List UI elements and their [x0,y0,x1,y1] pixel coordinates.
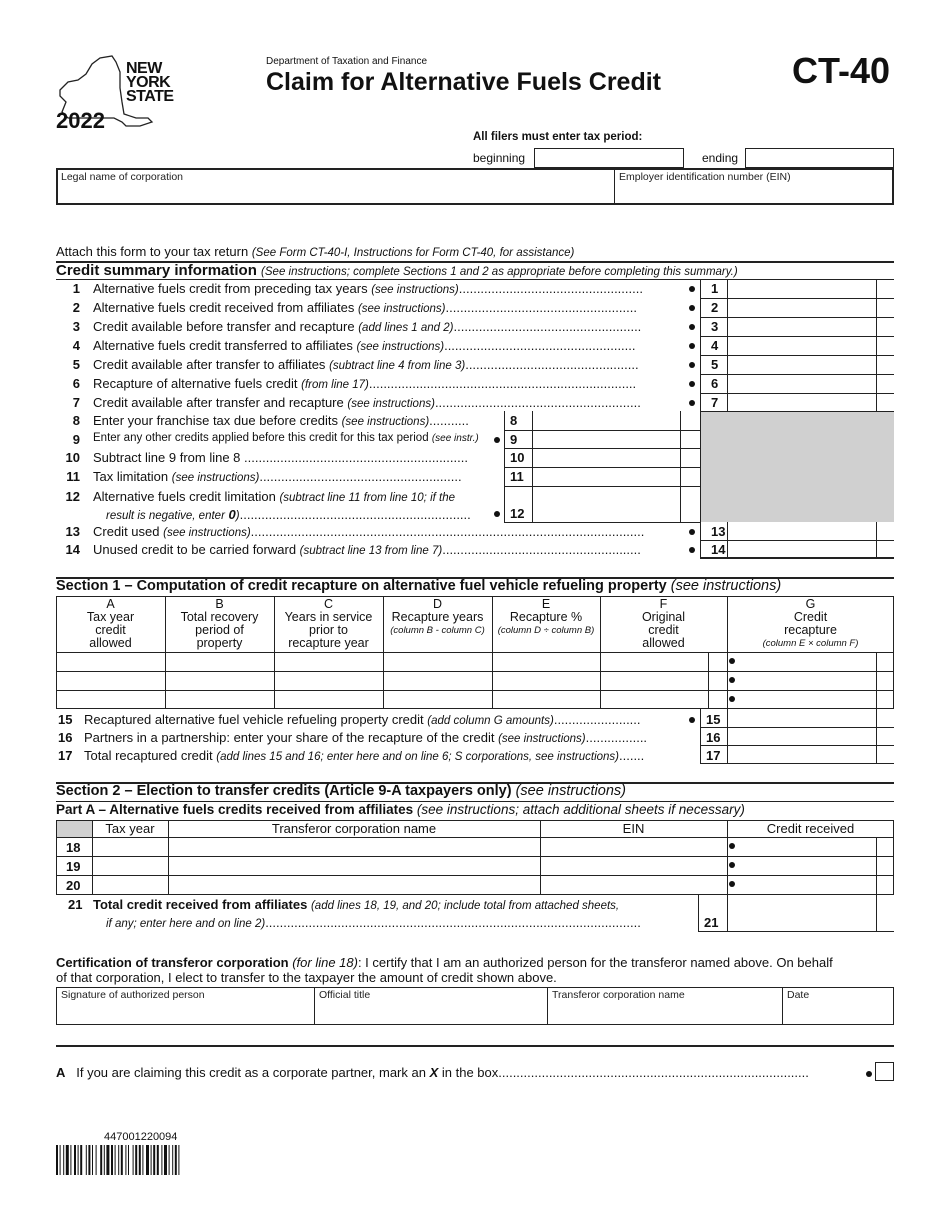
partA-row-20-cell-1[interactable] [93,876,168,893]
section1-row-1-col-b[interactable] [166,653,273,670]
barcode-bar [74,1145,76,1175]
summary-line-12-bullet [494,511,500,517]
section1-row-2-col-b[interactable] [166,672,273,689]
line21-text-cont: if any; enter here and on line 2)........................................................................................................ [106,915,641,930]
barcode-bar [161,1145,162,1175]
summary-box-10-label: 10 [510,450,525,465]
section1-row-1-col-c[interactable] [275,653,382,670]
barcode-bar [169,1145,170,1175]
section1-line-15-amount[interactable] [728,710,875,726]
section1-row-1-col-d[interactable] [384,653,491,670]
section1-row-1-col-e[interactable] [493,653,599,670]
summary-line-12-text-cont: result is negative, enter 0)................................................................ [106,507,471,522]
barcode-bar [151,1145,152,1175]
summary-line-2-text: Alternative fuels credit received from affiliates (see instructions)..................................................... [93,300,637,315]
summary-line-14-number: 14 [65,542,80,557]
section1-line-15-number: 15 [58,712,73,727]
section1-row-3-col-d[interactable] [384,691,491,708]
line21-amount[interactable] [728,896,875,930]
barcode-bar [100,1145,102,1175]
barcode-bar [70,1145,71,1175]
barcode [56,1145,240,1175]
cert-field-1[interactable] [58,1003,312,1023]
barcode-bar [172,1145,173,1175]
summary-line-2-amount[interactable] [728,299,875,317]
barcode-bar [104,1145,105,1175]
cert-field-2[interactable] [316,1003,545,1023]
summary-line-10-amount[interactable] [533,449,679,467]
partA-row-20-cell-2[interactable] [169,876,539,893]
partA-row-20-cell-3[interactable] [541,876,726,893]
summary-title: Credit summary information (See instructions; complete Sections 1 and 2 as appropriate before completing this summary.) [56,262,738,279]
summary-line-5-bullet [689,362,695,368]
section1-row-3-bullet [729,696,735,702]
section1-row-2-col-g[interactable] [737,672,875,689]
summary-line-10-text: Subtract line 9 from line 8 .............................................................. [93,450,468,465]
summary-line-7-amount[interactable] [728,394,875,411]
summary-box-1-label: 1 [711,281,719,296]
summary-line-13-amount[interactable] [728,523,875,540]
department-name: Department of Taxation and Finance [266,56,428,67]
section1-box-16-label: 16 [706,730,721,745]
ny-state-logo-text [126,62,174,104]
summary-line-14-amount[interactable] [728,541,875,557]
section1-row-3-col-f[interactable] [601,691,707,708]
section1-col-b-header: B Total recovery period of property [180,597,259,650]
barcode-bar [142,1145,143,1175]
tax-period-prompt: All filers must enter tax period: [473,131,643,143]
partA-row-18-cell-2[interactable] [169,838,539,855]
summary-line-9-number: 9 [72,432,80,447]
summary-box-7-label: 7 [711,395,719,410]
summary-line-13-number: 13 [65,524,80,539]
section1-line-16-text: Partners in a partnership: enter your share of the recapture of the credit (see instructions)................. [84,730,648,745]
partA-row-19-cell-1[interactable] [93,857,168,874]
summary-box-12-label: 12 [510,506,525,521]
section1-box-15-label: 15 [706,712,721,727]
partA-row-19-cell-3[interactable] [541,857,726,874]
section1-row-1-col-g[interactable] [737,653,875,670]
ending-label: ending [702,151,739,165]
section1-row-1-col-f[interactable] [601,653,707,670]
section1-row-2-col-f[interactable] [601,672,707,689]
summary-line-1-amount[interactable] [728,280,875,298]
summary-line-12-text: Alternative fuels credit limitation (subtract line 11 from line 10; if the [93,489,456,504]
summary-line-10-number: 10 [65,450,80,465]
barcode-bar [66,1145,69,1175]
corporate-partner-checkbox[interactable] [875,1062,894,1081]
barcode-bar [128,1145,129,1175]
section1-line-17-text: Total recaptured credit (add lines 15 and 16; enter here and on line 6; S corporations, see instructions)....... [84,748,645,763]
lineA-bullet [866,1071,872,1077]
partA-col-header-2: Transferor corporation name [271,821,437,836]
section1-row-1-col-a[interactable] [57,653,164,670]
summary-line-7-bullet [689,400,695,406]
barcode-bar [164,1145,167,1175]
summary-line-4-number: 4 [72,338,80,353]
ein-field[interactable] [616,184,892,203]
summary-line-7-number: 7 [72,395,80,410]
cert-field-label-2: Official title [319,989,371,1001]
summary-line-14-text: Unused credit to be carried forward (subtract line 13 from line 7)....................................................... [93,542,641,557]
beginning-date-field[interactable] [534,148,684,168]
section1-line-15-bullet [689,717,695,723]
section1-box-17-label: 17 [706,748,721,763]
summary-line-4-bullet [689,343,695,349]
summary-line-3-text: Credit available before transfer and recapture (add lines 1 and 2).................................................... [93,319,642,334]
logo-york: YORK [126,74,171,91]
barcode-bar [178,1145,179,1175]
line21-box-label: 21 [704,915,719,930]
barcode-bar [139,1145,141,1175]
summary-line-13-text: Credit used (see instructions)............................................................................................................. [93,524,645,539]
summary-line-6-bullet [689,381,695,387]
summary-line-6-amount[interactable] [728,375,875,393]
summary-line-2-bullet [689,305,695,311]
section1-line-16-amount[interactable] [728,728,875,744]
cert-field-3[interactable] [549,1003,780,1023]
section1-row-3-col-g[interactable] [737,691,875,708]
section1-line-17-number: 17 [58,748,73,763]
ending-date-field[interactable] [745,148,894,168]
section1-row-3-col-a[interactable] [57,691,164,708]
summary-line-11-amount[interactable] [533,468,679,486]
summary-box-11-label: 11 [510,469,524,484]
attach-instruction: Attach this form to your tax return (See Form CT-40-I, Instructions for Form CT-40, for assistance) [56,244,575,259]
barcode-bar [115,1145,116,1175]
section1-title: Section 1 – Computation of credit recapture on alternative fuel vehicle refueling property (see instructions) [56,578,782,594]
barcode-bar [78,1145,79,1175]
summary-line-1-bullet [689,286,695,292]
barcode-bar [111,1145,113,1175]
section1-row-2-col-c[interactable] [275,672,382,689]
partA-row-18-bullet [729,843,735,849]
ein-label: Employer identification number (EIN) [619,171,791,183]
barcode-bar [106,1145,109,1175]
barcode-bar [86,1145,87,1175]
barcode-bar [80,1145,82,1175]
summary-box-3-label: 3 [711,319,719,334]
section1-line-17-amount[interactable] [728,746,875,762]
summary-line-11-number: 11 [66,469,80,484]
section2-title: Section 2 – Election to transfer credits (Article 9-A taxpayers only) (see instructions) [56,783,626,799]
section1-row-2-col-a[interactable] [57,672,164,689]
cert-field-4[interactable] [784,1003,892,1023]
summary-line-11-text: Tax limitation (see instructions)........................................................ [93,469,462,484]
logo-state: STATE [126,88,174,105]
summary-line-3-bullet [689,324,695,330]
section1-row-2-col-d[interactable] [384,672,491,689]
summary-line-3-amount[interactable] [728,318,875,336]
summary-box-14-label: 14 [711,542,726,557]
summary-line-8-number: 8 [72,413,80,428]
section1-row-1-bullet [729,658,735,664]
summary-line-12-amount[interactable] [533,487,679,522]
summary-line-6-text: Recapture of alternative fuels credit (from line 17).......................................................................... [93,376,637,391]
summary-line-5-amount[interactable] [728,356,875,374]
summary-line-6-number: 6 [72,376,80,391]
partA-row-20-number: 20 [66,878,81,893]
summary-box-2-label: 2 [711,300,719,315]
summary-line-3-number: 3 [72,319,80,334]
legal-name-field[interactable] [58,184,612,203]
section1-row-3-col-c[interactable] [275,691,382,708]
section1-col-d-header: D Recapture years (column B - column C) [390,597,485,636]
summary-line-9-text: Enter any other credits applied before this credit for this tax period (see instr.) [93,432,479,444]
summary-box-4-label: 4 [711,338,719,353]
partA-title: Part A – Alternative fuels credits received from affiliates (see instructions; attach additional sheets if necessary) [56,802,745,817]
summary-box-13-label: 13 [711,524,726,539]
cert-field-label-3: Transferor corporation name [552,989,685,1001]
legal-name-label: Legal name of corporation [61,171,183,183]
partA-row-19-credit[interactable] [737,857,875,874]
section1-col-a-header: A Tax year credit allowed [86,597,135,650]
partA-col-header-3: EIN [622,821,645,836]
summary-line-4-amount[interactable] [728,337,875,355]
partA-col-header-4: Credit received [766,821,855,836]
barcode-bar [88,1145,90,1175]
summary-line-7-text: Credit available after transfer and recapture (see instructions)......................................................... [93,395,641,410]
summary-line-12-number: 12 [65,489,80,504]
partA-row-19-number: 19 [66,859,81,874]
section1-col-g-header: G Credit recapture (column E × column F) [762,597,859,649]
barcode-bar [135,1145,137,1175]
summary-box-8-label: 8 [510,413,518,428]
barcode-number: 447001220094 [104,1131,178,1143]
summary-line-14-bullet [689,547,695,553]
form-id: CT-40 [792,50,891,91]
summary-line-2-number: 2 [72,300,80,315]
barcode-bar [118,1145,119,1175]
section1-row-2-col-e[interactable] [493,672,599,689]
section1-line-15-text: Recaptured alternative fuel vehicle refueling property credit (add column G amounts)........................ [84,712,641,727]
summary-line-4-text: Alternative fuels credit transferred to affiliates (see instructions)..................................................... [93,338,636,353]
section1-col-c-header: C Years in service prior to recapture year [284,597,373,650]
summary-line-1-number: 1 [72,281,80,296]
barcode-bar [157,1145,159,1175]
logo-new: NEW [126,60,162,77]
partA-row-19-cell-2[interactable] [169,857,539,874]
summary-line-13-bullet [689,529,695,535]
summary-line-5-number: 5 [72,357,80,372]
section1-col-f-header: F Original credit allowed [641,597,686,650]
summary-line-5-text: Credit available after transfer to affiliates (subtract line 4 from line 3)................................................ [93,357,639,372]
barcode-bar [96,1145,97,1175]
partA-row-18-cell-3[interactable] [541,838,726,855]
section1-row-3-col-e[interactable] [493,691,599,708]
form-year: 2022 [56,108,105,133]
summary-line-8-amount[interactable] [533,412,679,430]
barcode-bar [92,1145,93,1175]
summary-line-1-text: Alternative fuels credit from preceding tax years (see instructions)................................................... [93,281,643,296]
section1-row-2-bullet [729,677,735,683]
certification-text: Certification of transferor corporation (for line 18): I certify that I am an authorized person for the transferor named above. On behalf of that corporation, I elect to transfer to the taxpayer the amount of credit shown above. [56,955,833,985]
summary-line-9-bullet [494,437,500,443]
line21-number: 21 [68,897,83,912]
summary-box-6-label: 6 [711,376,719,391]
cert-field-label-4: Date [787,989,810,1001]
lineA-text: A If you are claiming this credit as a corporate partner, mark an X in the box...................................................................................... [56,1065,809,1080]
barcode-bar [125,1145,126,1175]
summary-line-8-text: Enter your franchise tax due before credits (see instructions)........... [93,413,469,428]
partA-row-18-credit[interactable] [737,838,875,855]
section1-row-3-col-b[interactable] [166,691,273,708]
summary-box-9-label: 9 [510,432,518,447]
barcode-bar [153,1145,155,1175]
partA-row-19-bullet [729,862,735,868]
barcode-bar [56,1145,58,1175]
partA-row-20-credit[interactable] [737,876,875,893]
section1-col-e-header: E Recapture % (column D ÷ column B) [497,597,595,636]
barcode-bar [146,1145,149,1175]
partA-row-20-bullet [729,881,735,887]
partA-row-18-cell-1[interactable] [93,838,168,855]
cert-field-label-1: Signature of authorized person [61,989,205,1001]
summary-box-5-label: 5 [711,357,719,372]
summary-line-9-amount[interactable] [533,431,679,448]
barcode-bar [175,1145,177,1175]
line21-text: Total credit received from affiliates (add lines 18, 19, and 20; include total from attached sheets, [93,897,620,912]
barcode-bar [60,1145,61,1175]
beginning-label: beginning [473,151,526,165]
barcode-bar [133,1145,134,1175]
partA-col-header-1: Tax year [105,821,155,836]
partA-row-18-number: 18 [66,840,81,855]
section1-line-16-number: 16 [58,730,73,745]
barcode-bar [63,1145,64,1175]
barcode-bar [121,1145,123,1175]
form-title: Claim for Alternative Fuels Credit [266,68,661,96]
